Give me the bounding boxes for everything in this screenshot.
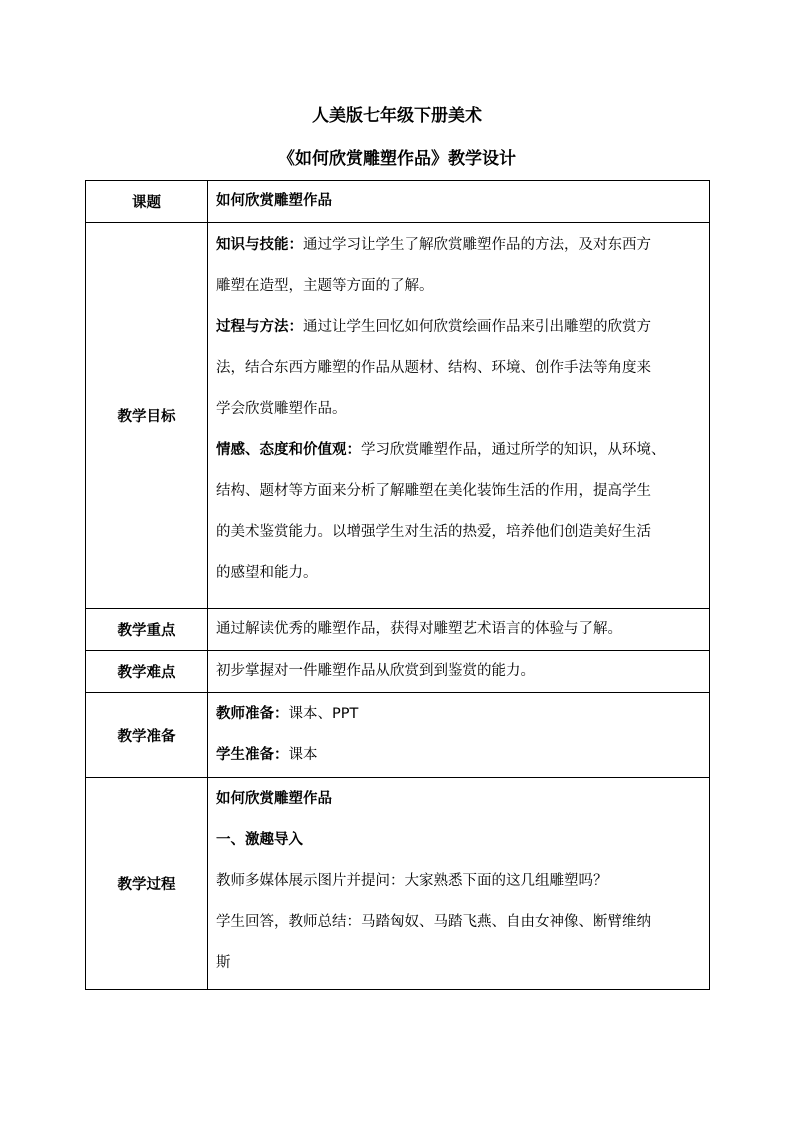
goals-knowledge-line1 <box>216 225 703 266</box>
process-line3: 教师多媒体展示图片并提问：大家熟悉下面的这几组雕塑吗？ <box>216 873 608 889</box>
knowledge-label: 知识与技能： <box>216 237 303 253</box>
key-points-value <box>208 609 710 651</box>
student-prep-value: 课本 <box>288 747 318 763</box>
process-line4: 学生回答，教师总结：马踏匈奴、马踏飞燕、自由女神像、断臂维纳 <box>216 914 651 930</box>
preparation-content <box>208 693 710 778</box>
difficulties-text: 初步掌握对一件雕塑作品从欣赏到到鉴赏的能力。 <box>216 663 535 679</box>
document-subtitle: 《如何欣赏雕塑作品》教学设计 <box>278 149 516 169</box>
key-points-text: 通过解读优秀的雕塑作品，获得对雕塑艺术语言的体验与了解。 <box>216 621 622 637</box>
process-line1: 如何欣赏雕塑作品 <box>216 791 332 807</box>
process-method-label: 过程与方法： <box>216 319 303 335</box>
table-row-key-points <box>86 609 710 651</box>
goals-emotion-line1 <box>216 430 703 471</box>
document-title: 人美版七年级下册美术 <box>312 106 482 126</box>
table-row-preparation <box>86 693 710 778</box>
goals-process-line1 <box>216 307 703 348</box>
goals-process-line2: 法，结合东西方雕塑的作品从题材、结构、环境、创作手法等角度来 <box>216 360 651 376</box>
process-label: 教学过程 <box>86 778 208 990</box>
difficulties-value <box>208 651 710 693</box>
topic-label: 课题 <box>86 181 208 223</box>
goals-emotion-line2: 结构、题材等方面来分析了解雕塑在美化装饰生活的作用，提高学生 <box>216 483 651 499</box>
goals-process-line3: 学会欣赏雕塑作品。 <box>216 401 347 417</box>
difficulties-label: 教学难点 <box>86 651 208 693</box>
goals-emotion-line3: 的美术鉴赏能力。以增强学生对生活的热爱，培养他们创造美好生活 <box>216 524 651 540</box>
teacher-prep-label: 教师准备： <box>216 706 289 722</box>
table-row-difficulties <box>86 651 710 693</box>
key-points-label: 教学重点 <box>86 609 208 651</box>
process-content <box>208 778 710 990</box>
process-text-1: 通过让学生回忆如何欣赏绘画作品来引出雕塑的欣赏方 <box>303 319 651 335</box>
knowledge-text-1: 通过学习让学生了解欣赏雕塑作品的方法，及对东西方 <box>303 237 651 253</box>
emotion-text-1: 学习欣赏雕塑作品，通过所学的知识，从环境、 <box>361 442 666 458</box>
goals-emotion-line4: 的感望和能力。 <box>216 565 318 581</box>
preparation-label: 教学准备 <box>86 693 208 778</box>
topic-value <box>208 181 710 223</box>
goals-label: 教学目标 <box>86 223 208 609</box>
process-line5: 斯 <box>216 955 231 971</box>
teacher-prep-line <box>216 694 703 735</box>
teacher-prep-value: 课本、PPT <box>288 706 359 722</box>
process-line2: 一、激趣导入 <box>216 832 303 848</box>
goals-knowledge-line2: 雕塑在造型，主题等方面的了解。 <box>216 278 434 294</box>
goals-content <box>208 223 710 609</box>
table-row-goals <box>86 223 710 609</box>
table-row-process <box>86 778 710 990</box>
student-prep-label: 学生准备： <box>216 747 289 763</box>
topic-text: 如何欣赏雕塑作品 <box>216 193 332 209</box>
lesson-plan-table <box>85 180 710 990</box>
emotion-label: 情感、态度和价值观： <box>216 442 361 458</box>
table-row-topic <box>86 181 710 223</box>
student-prep-line <box>216 735 703 776</box>
